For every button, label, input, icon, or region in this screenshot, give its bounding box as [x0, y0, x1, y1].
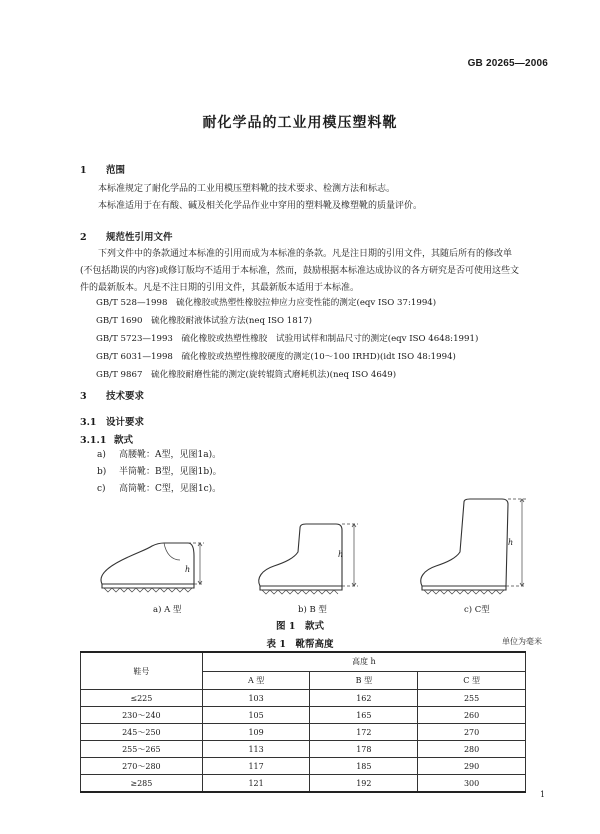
section-1-heading [80, 162, 125, 176]
list-text: 高腰靴：A型，见图1a)。 [119, 450, 222, 460]
reference-item: GB/T 6031—1998 硫化橡胶或热塑性橡胶硬度的测定(10～100 IRHD)(idt ISO 48:1994) [96, 352, 456, 362]
table-cell: 270 [418, 724, 526, 741]
table-cell: 162 [310, 690, 418, 707]
boot-height-table [80, 651, 526, 793]
table-cell: 103 [202, 690, 310, 707]
table-cell: 165 [310, 707, 418, 724]
table-cell: 255～265 [81, 741, 203, 758]
table-cell: 105 [202, 707, 310, 724]
table-cell: 300 [418, 775, 526, 793]
height-mark-c: h [508, 538, 514, 547]
table-row [81, 741, 526, 758]
reference-item: GB/T 528—1998 硫化橡胶或热塑性橡胶拉伸应力应变性能的测定(eqv ISO 37:1994) [96, 298, 437, 308]
table-cell: 117 [202, 758, 310, 775]
style-list [97, 447, 397, 498]
paragraph: 本标准规定了耐化学品的工业用模压塑料靴的技术要求、检测方法和标志。 [98, 184, 396, 194]
table-unit: 单位为毫米 [502, 637, 542, 646]
figure-label-a: a) A 型 [153, 605, 182, 615]
table-cell: 270～280 [81, 758, 203, 775]
table-cell: 109 [202, 724, 310, 741]
section-title: 设计要求 [106, 417, 145, 428]
section-number: 2 [80, 232, 87, 243]
section-1-body [80, 181, 520, 215]
section-title: 技术要求 [106, 391, 145, 402]
column-header-c: C 型 [418, 671, 526, 689]
section-number: 3 [80, 391, 87, 402]
boot-figure [80, 498, 540, 608]
table-header-row [81, 652, 526, 671]
height-mark-b: h [338, 550, 344, 559]
list-text: 半筒靴：B型，见图1b)。 [119, 467, 222, 477]
reference-item: GB/T 5723—1993 硫化橡胶或热塑性橡胶 试验用试样和制品尺寸的测定(eqv ISO 4648:1991) [96, 334, 479, 344]
section-number: 3.1.1 [80, 435, 107, 446]
table-cell: 172 [310, 724, 418, 741]
table-cell: 245～250 [81, 724, 203, 741]
paragraph: 下列文件中的条款通过本标准的引用而成为本标准的条款。凡是注日期的引用文件，其随后所有的修改单(不包括勘误的内容)或修订版均不适用于本标准，然而，鼓励根据本标准达成协议的各方研究是否可使用这些文件的最新版本。凡是不注日期的引用文件，其最新版本适用于本标准。 [80, 249, 520, 293]
table-row [81, 724, 526, 741]
figure-label-c: c) C型 [464, 605, 490, 615]
table-row [81, 690, 526, 707]
section-title: 范围 [106, 165, 126, 176]
table-cell: 113 [202, 741, 310, 758]
list-text: 高筒靴：C型，见图1c)。 [119, 484, 222, 494]
table-cell: 178 [310, 741, 418, 758]
table-cell: 192 [310, 775, 418, 793]
reference-item: GB/T 9867 硫化橡胶耐磨性能的测定(旋转辊筒式磨耗机法)(neq ISO 4649) [96, 370, 397, 380]
section-number: 1 [80, 165, 87, 176]
list-label: c) [97, 484, 106, 494]
table-cell: 260 [418, 707, 526, 724]
table-row [81, 775, 526, 793]
height-mark-a: h [185, 565, 191, 574]
section-title: 规范性引用文件 [106, 232, 173, 243]
section-number: 3.1 [80, 417, 97, 428]
list-item [97, 481, 397, 498]
table-cell: 290 [418, 758, 526, 775]
list-item [97, 447, 397, 464]
document-title: 耐化学品的工业用模压塑料靴 [202, 115, 398, 131]
paragraph: 本标准适用于在有酸、碱及相关化学品作业中穿用的塑料靴及橡塑靴的质量评价。 [98, 201, 423, 211]
column-header-height: 高度 h [202, 652, 525, 671]
column-header-b: B 型 [310, 671, 418, 689]
section-2-body [80, 246, 520, 297]
table-cell: 185 [310, 758, 418, 775]
list-label: a) [97, 450, 106, 460]
subsection-3-1-1-heading [80, 432, 133, 446]
table-row [81, 758, 526, 775]
page-number: 1 [540, 790, 546, 799]
table-cell: 230～240 [81, 707, 203, 724]
table-cell: 255 [418, 690, 526, 707]
list-item [97, 464, 397, 481]
boot-b-drawing [259, 524, 358, 594]
reference-list [96, 294, 536, 384]
column-header-shoe-size: 鞋号 [81, 652, 203, 690]
section-3-heading [80, 388, 144, 402]
table-cell: ≤225 [81, 690, 203, 707]
list-label: b) [97, 467, 107, 477]
table-row [81, 707, 526, 724]
table-cell: ≥285 [81, 775, 203, 793]
figure-caption: 图 1 款式 [276, 621, 324, 632]
table-cell: 280 [418, 741, 526, 758]
column-header-a: A 型 [202, 671, 310, 689]
section-2-heading [80, 229, 173, 243]
section-title: 款式 [114, 435, 134, 446]
subsection-3-1-heading [80, 414, 144, 428]
reference-item: GB/T 1690 硫化橡胶耐液体试验方法(neq ISO 1817) [96, 316, 313, 326]
table-caption: 表 1 靴帮高度 [266, 639, 334, 650]
figure-label-b: b) B 型 [298, 605, 327, 615]
table-cell: 121 [202, 775, 310, 793]
standard-number: GB 20265—2006 [467, 58, 548, 69]
